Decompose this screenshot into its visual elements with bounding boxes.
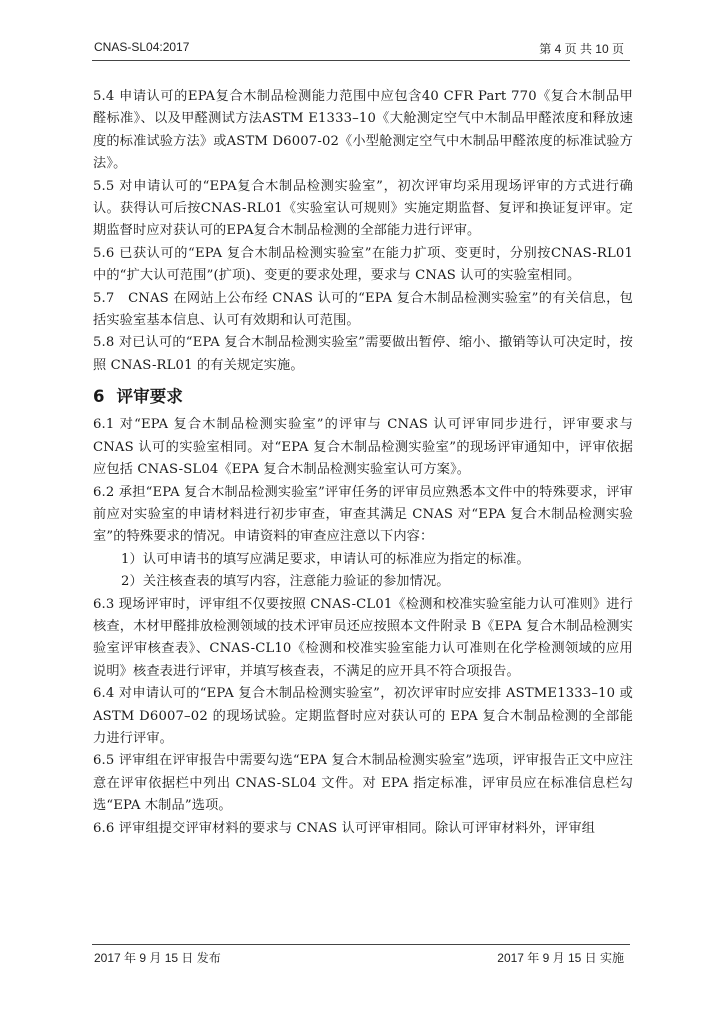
paragraph-5-7: 5.7 CNAS 在网站上公布经 CNAS 认可的“EPA 复合木制品检测实验室”的有关信息，包括实验室基本信息、认可有效期和认可范围。 xyxy=(93,290,633,329)
page-header xyxy=(92,38,630,61)
paragraph-5-4: 5.4 申请认可的EPA复合木制品检测能力范围中应包含40 CFR Part 770《复合木制品甲醛标准》、以及甲醛测试方法ASTM E1333–10《大舱测定空气中木制品甲醛浓度和释放速度的标准试验方法》或ASTM D6007-02《小型舱测定空气中木制品甲醛浓度的标准试验方法》。 xyxy=(93,89,633,172)
paragraph-5-5: 5.5 对申请认可的“EPA复合木制品检测实验室”，初次评审均采用现场评审的方式进行确认。获得认可后按CNAS-RL01《实验室认可规则》实施定期监督、复评和换证复评审。定期监督时应对获认可的EPA复合木制品检测的全部能力进行评审。 xyxy=(93,178,633,239)
effective-date: 2017 年 9 月 15 日 实施 xyxy=(497,951,624,965)
issue-date: 2017 年 9 月 15 日 发布 xyxy=(94,951,221,965)
section-heading xyxy=(93,386,633,408)
list-item-1: 1）认可申请书的填写应满足要求，申请认可的标准应为指定的标准。 xyxy=(121,551,530,567)
paragraph-6-5: 6.5 评审组在评审报告中需要勾选“EPA 复合木制品检测实验室”选项，评审报告正文中应注意在评审依据栏中列出 CNAS-SL04 文件。对 EPA 指定标准，评审员应在标准信息栏勾选“EPA 木制品”选项。 xyxy=(93,753,633,814)
page-number: 第 4 页 共 10 页 xyxy=(539,42,624,56)
document-body xyxy=(93,86,633,840)
paragraph-5-6: 5.6 已获认可的“EPA 复合木制品检测实验室”在能力扩项、变更时，分别按CNAS-RL01 中的“扩大认可范围”(扩项)、变更的要求处理，要求与 CNAS 认可的实验室相同。 xyxy=(93,245,633,284)
document-id: CNAS-SL04:2017 xyxy=(94,40,190,54)
paragraph-6-2: 6.2 承担“EPA 复合木制品检测实验室”评审任务的评审员应熟悉本文件中的特殊要求，评审前应对实验室的申请材料进行初步审查，审查其满足 CNAS 对“EPA 复合木制品检测实验室”的特殊要求的情况。申请资料的审查应注意以下内容： xyxy=(93,484,633,545)
paragraph-6-3: 6.3 现场评审时，评审组不仅要按照 CNAS-CL01《检测和校准实验室能力认可准则》进行核查，木材甲醛排放检测领域的技术评审员还应按照本文件附录 B《EPA 复合木制品检测实验室评审核查表》、CNAS-CL10《检测和校准实验室能力认可准则在化学检测领域的应用说明》核查表进行评审，并填写核查表，不满足的应开具不符合项报告。 xyxy=(93,596,633,679)
section-title: 评审要求 xyxy=(116,387,184,407)
paragraph-6-6: 6.6 评审组提交评审材料的要求与 CNAS 认可评审相同。除认可评审材料外，评审组 xyxy=(93,820,596,836)
section-number: 6 xyxy=(93,387,105,407)
list-item-2: 2）关注核查表的填写内容，注意能力验证的参加情况。 xyxy=(121,574,450,590)
paragraph-6-1: 6.1 对“EPA 复合木制品检测实验室”的评审与 CNAS 认可评审同步进行，评审要求与 CNAS 认可的实验室相同。对“EPA 复合木制品检测实验室”的现场评审通知中，评审依据应包括 CNAS-SL04《EPA 复合木制品检测实验室认可方案》。 xyxy=(93,417,633,478)
page-footer xyxy=(92,944,630,971)
paragraph-5-8: 5.8 对已认可的“EPA 复合木制品检测实验室”需要做出暂停、缩小、撤销等认可决定时，按照 CNAS-RL01 的有关规定实施。 xyxy=(93,335,633,373)
paragraph-6-4: 6.4 对申请认可的“EPA 复合木制品检测实验室”，初次评审时应安排 ASTME1333–10 或 ASTM D6007–02 的现场试验。定期监督时应对获认可的 EPA 复合木制品检测的全部能力进行评审。 xyxy=(93,686,633,746)
